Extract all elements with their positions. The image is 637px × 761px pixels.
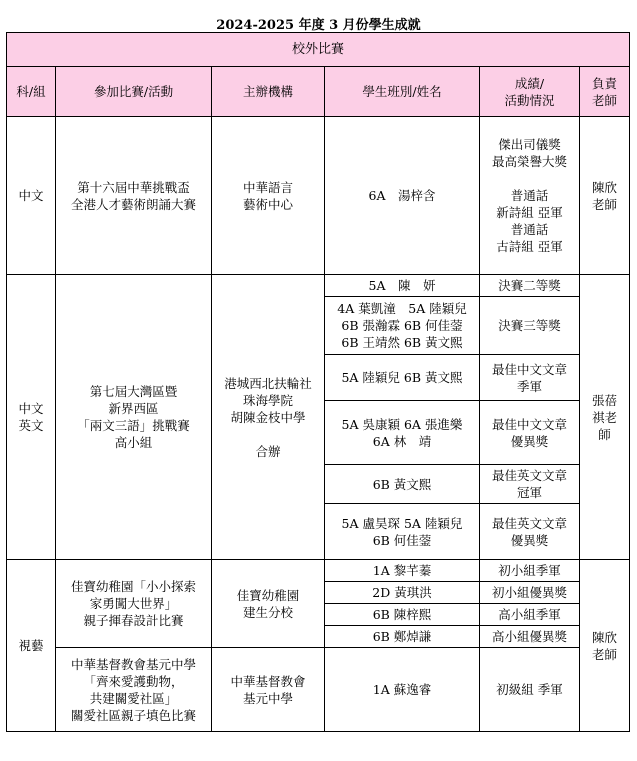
teacher-cell: 陳欣 老師 — [580, 117, 630, 275]
result-cell: 高小組優異獎 — [480, 626, 580, 648]
students-cell: 6B 鄭焯謙 — [325, 626, 480, 648]
result-cell: 高小組季軍 — [480, 604, 580, 626]
section-title: 校外比賽 — [7, 33, 630, 67]
header-teacher: 負責 老師 — [580, 67, 630, 117]
result-cell: 最佳英文文章 冠軍 — [480, 465, 580, 504]
table-row — [7, 648, 630, 732]
organizer-cell: 中華語言 藝術中心 — [212, 117, 325, 275]
result-cell: 決賽二等獎 — [480, 275, 580, 297]
students-cell: 6B 陳梓熙 — [325, 604, 480, 626]
students-cell: 4A 葉凱潼 5A 陸穎兒 6B 張瀚霖 6B 何佳蓥 6B 王靖然 6B 黃文熙 — [325, 297, 480, 355]
teacher-cell: 張蓓 祺老 師 — [580, 275, 630, 560]
header-result: 成績/ 活動情況 — [480, 67, 580, 117]
students-cell: 6A 湯梓含 — [325, 117, 480, 275]
result-cell: 初小組優異獎 — [480, 582, 580, 604]
header-students: 學生班別/姓名 — [325, 67, 480, 117]
students-cell: 1A 蘇逸睿 — [325, 648, 480, 732]
subject-cell: 中文 英文 — [7, 275, 56, 560]
competition-cell: 中華基督教會基元中學 「齊來愛護動物， 共建關愛社區」 關愛社區親子填色比賽 — [56, 648, 212, 732]
column-header-row — [7, 67, 630, 117]
subject-cell: 視藝 — [7, 560, 56, 732]
teacher-cell: 陳欣 老師 — [580, 560, 630, 732]
header-organizer: 主辦機構 — [212, 67, 325, 117]
competition-cell: 第十六屆中華挑戰盃 全港人才藝術朗誦大賽 — [56, 117, 212, 275]
students-cell: 1A 黎芊蓁 — [325, 560, 480, 582]
students-cell: 6B 黃文熙 — [325, 465, 480, 504]
table-row — [7, 275, 630, 297]
subject-cell: 中文 — [7, 117, 56, 275]
result-cell: 傑出司儀獎 最高榮譽大獎 普通話 新詩組 亞軍 普通話 古詩組 亞軍 — [480, 117, 580, 275]
organizer-cell: 佳寶幼稚園 建生分校 — [212, 560, 325, 648]
result-cell: 初級組 季軍 — [480, 648, 580, 732]
students-cell: 5A 陳 妍 — [325, 275, 480, 297]
page-title: 2024-2025 年度 3 月份學生成就 — [216, 18, 421, 33]
students-cell: 2D 黃琪洪 — [325, 582, 480, 604]
competition-cell: 佳寶幼稚園「小小探索 家勇闖大世界」 親子揮春設計比賽 — [56, 560, 212, 648]
table-row — [7, 117, 630, 275]
result-cell: 決賽三等獎 — [480, 297, 580, 355]
students-cell: 5A 盧昊琛 5A 陸穎兒 6B 何佳蓥 — [325, 504, 480, 560]
achievements-table — [6, 32, 630, 732]
students-cell: 5A 陸穎兒 6B 黃文熙 — [325, 355, 480, 401]
organizer-cell: 中華基督教會 基元中學 — [212, 648, 325, 732]
result-cell: 最佳中文文章 優異獎 — [480, 401, 580, 465]
section-header-row — [7, 33, 630, 67]
result-cell: 最佳英文文章 優異獎 — [480, 504, 580, 560]
result-cell: 最佳中文文章 季軍 — [480, 355, 580, 401]
students-cell: 5A 吳康穎 6A 張進樂 6A 林 靖 — [325, 401, 480, 465]
competition-cell: 第七屆大灣區暨 新界西區 「兩文三語」挑戰賽 高小組 — [56, 275, 212, 560]
organizer-cell: 港城西北扶輪社 珠海學院 胡陳金枝中學 合辦 — [212, 275, 325, 560]
table-row — [7, 560, 630, 582]
header-subject: 科/組 — [7, 67, 56, 117]
header-competition: 參加比賽/活動 — [56, 67, 212, 117]
result-cell: 初小組季軍 — [480, 560, 580, 582]
